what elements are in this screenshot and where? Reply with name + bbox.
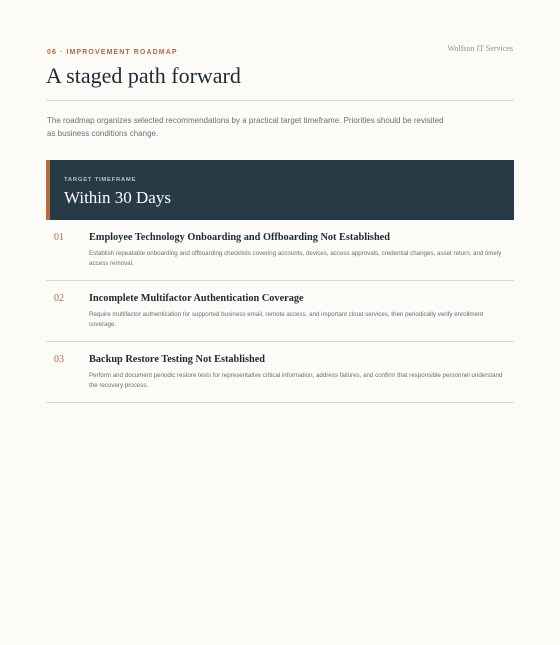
item-title: Incomplete Multifactor Authentication Coverage: [89, 293, 304, 304]
roadmap-item: [46, 342, 514, 403]
item-number: 01: [54, 232, 64, 243]
title-divider: [46, 100, 514, 101]
roadmap-item: [46, 220, 514, 281]
item-description: Perform and document periodic restore tests for representative critical information, address failures, and confirm that responsible personnel understand the recovery process.: [89, 372, 503, 389]
timeframe-banner: [46, 160, 514, 220]
item-description: Require multifactor authentication for supported business email, remote access, and important cloud services, then periodically verify enrollment coverage.: [89, 311, 484, 328]
item-title: Employee Technology Onboarding and Offboarding Not Established: [89, 232, 390, 243]
section-eyebrow: 06 · IMPROVEMENT ROADMAP: [47, 49, 178, 56]
intro-paragraph: The roadmap organizes selected recommendations by a practical target timeframe. Priorities should be revisited as business conditions change.: [47, 116, 444, 138]
item-number: 02: [54, 293, 64, 304]
page-title: A staged path forward: [46, 63, 241, 88]
item-description: Establish repeatable onboarding and offboarding checklists covering accounts, devices, access approvals, credential changes, asset return, and timely access removal.: [89, 250, 502, 267]
item-number: 03: [54, 354, 64, 365]
timeframe-title: Within 30 Days: [64, 188, 171, 207]
item-title: Backup Restore Testing Not Established: [89, 354, 266, 365]
brand-name: Wolfson IT Services: [447, 44, 513, 53]
timeframe-label: TARGET TIMEFRAME: [64, 177, 137, 183]
roadmap-item: [46, 281, 514, 342]
